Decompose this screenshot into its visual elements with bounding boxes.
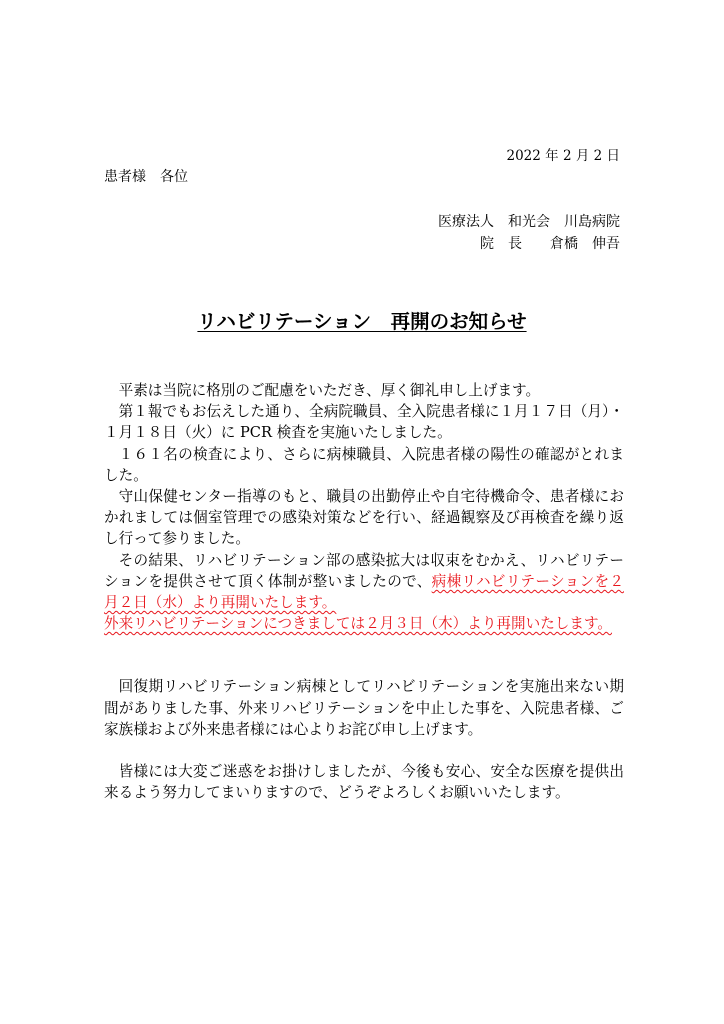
recipient-line: 患者様 各位 — [104, 169, 188, 185]
paragraph-resumption — [104, 550, 624, 614]
paragraph-test-results: １６１名の検査により、さらに病棟職員、入院患者様の陽性の確認がとれました。 — [104, 445, 624, 484]
spacer — [104, 740, 624, 761]
outpatient-rehab-resume-notice: 外来リハビリテーションにつきましては２月３日（木）より再開いたします。 — [104, 615, 613, 633]
spacer — [104, 634, 624, 676]
resumption-text: その結果、リハビリテーション部の感染拡大は収束をむかえ、リハビリテーションを提供させて頂く体制が整いましたので、 — [104, 551, 624, 590]
paragraph-pcr-testing: 第１報でもお伝えした通り、全病院職員、全入院患者様に１月１７日（月）・１月１８日（火）に PCR 検査を実施いたしました。 — [104, 403, 624, 442]
ward-rehab-resume-notice: 病棟リハビリテーションを２月２日（水）より再開いたします。 — [104, 572, 624, 612]
paragraph-apology: 回復期リハビリテーション病棟としてリハビリテーションを実施出来ない期間がありました事、外来リハビリテーションを中止した事を、入院患者様、ご家族様および外来患者様には心よりお詫び申し上げます。 — [104, 678, 624, 738]
paragraph-outpatient — [104, 613, 624, 634]
document-date: 2022 年 2 月 2 日 — [506, 148, 620, 164]
notice-body — [104, 380, 624, 803]
paragraph-infection-control: 守山保健センター指導のもと、職員の出勤停止や自宅待機命令、患者様におかれましては個室管理での感染対策などを行い、経過観察及び再検査を繰り返し行って参りました。 — [104, 488, 624, 548]
paragraph-greeting: 平素は当院に格別のご配慮をいただき、厚く御礼申し上げます。 — [118, 382, 541, 399]
sender-organization: 医療法人 和光会 川島病院 — [438, 214, 620, 230]
page-title — [0, 306, 724, 334]
page-title-text: リハビリテーション 再開のお知らせ — [197, 310, 527, 333]
paragraph-closing: 皆様には大変ご迷惑をお掛けしましたが、今後も安心、安全な医療を提供出来るよう努力してまいりますので、どうぞよろしくお願いいたします。 — [104, 763, 624, 802]
sender-name: 院 長 倉橋 伸吾 — [480, 236, 620, 252]
